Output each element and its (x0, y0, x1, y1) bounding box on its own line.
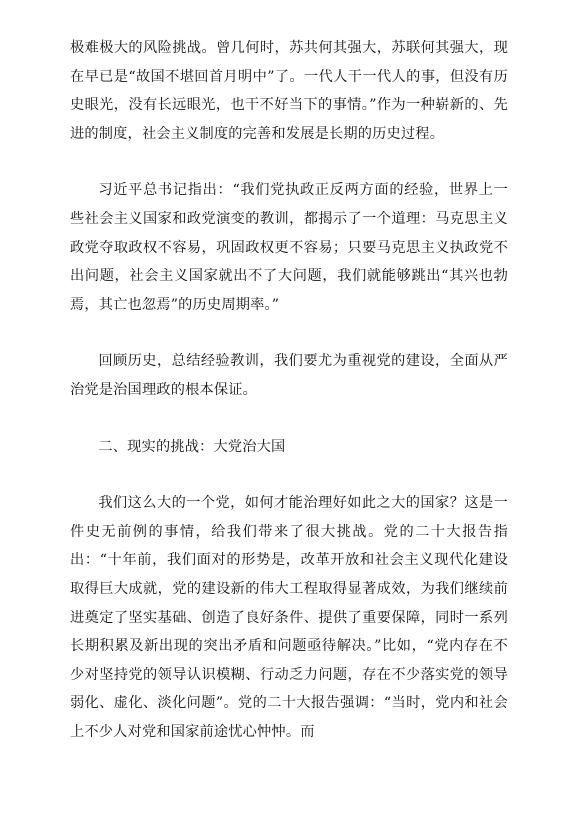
paragraph-gap (70, 405, 508, 433)
document-page (70, 34, 508, 746)
paragraph-big-party-challenge: 我们这么大的一个党，如何才能治理好如此之大的国家？这是一件史无前例的事情，给我们带来了很大挑战。党的二十大报告指出：“十年前，我们面对的形势是，改革开放和社会主义现代化建设取得巨大成就，党的建设新的伟大工程取得显著成效，为我们继续前进奠定了坚实基础、创造了良好条件、提供了重要保障，同时一系列长期积累及新出现的突出矛盾和问题亟待解决。”比如，“党内存在不少对坚持党的领导认识模糊、行动乏力问题，存在不少落实党的领导弱化、虚化、淡化问题”。党的二十大报告强调：“当时，党内和社会上不少人对党和国家前途忧心忡忡。而 (70, 495, 508, 740)
paragraph-risk-challenges: 极难极大的风险挑战。曾几何时，苏共何其强大，苏联何其强大，现在早已是“故国不堪回首月明中”了。一代人干一代人的事，但没有历史眼光，没有长远眼光，也干不好当下的事情。”作为一种崭新的、先进的制度，社会主义制度的完善和发展是长期的历史过程。 (70, 40, 508, 142)
paragraph-xi-quote: 习近平总书记指出：“我们党执政正反两方面的经验，世界上一些社会主义国家和政党演变的教训，都揭示了一个道理：马克思主义政党夺取政权不容易，巩固政权更不容易；只要马克思主义执政党不出问题，社会主义国家就出不了大问题，我们就能够跳出“其兴也勃焉，其亡也忽焉”的历史周期率。” (70, 182, 508, 313)
section-heading: 二、现实的挑战：大党治大国 (98, 438, 286, 455)
paragraph-gap (70, 148, 508, 176)
paragraph-gap (70, 319, 508, 347)
paragraph-gap (70, 461, 508, 489)
paragraph-review-history: 回顾历史，总结经验教训，我们要尤为重视党的建设，全面从严治党是治国理政的根本保证。 (70, 353, 508, 398)
